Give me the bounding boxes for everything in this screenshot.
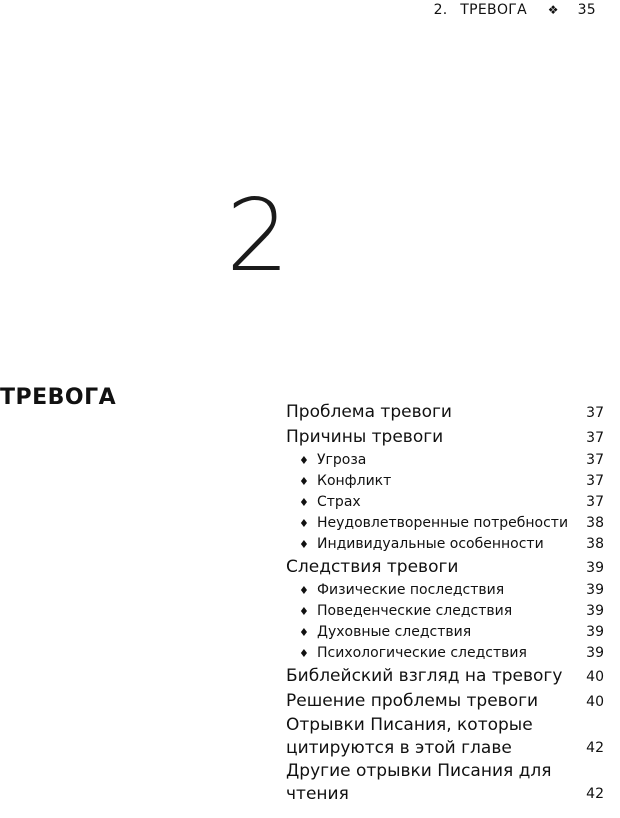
toc-page-number: 37 [586,430,604,446]
toc-label: Конфликт [317,473,392,489]
header-chapter-number: 2. [433,2,448,18]
diamond-bullet-icon: ♦ [299,454,309,467]
toc-page-number: 42 [586,786,604,802]
diamond-bullet-icon: ♦ [299,626,309,639]
toc-page-number: 39 [586,560,604,576]
diamond-bullet-icon: ♦ [299,647,309,660]
toc-section [286,689,604,714]
toc-page-number: 37 [586,405,604,421]
toc-page-number: 38 [586,536,604,552]
toc-subsection [286,580,604,601]
toc-section [286,760,604,806]
header-chapter-title: ТРЕВОГА [460,2,527,18]
toc-label: Отрывки Писания, которые цитируются в этой главе [286,715,533,758]
toc-subsection [286,471,604,492]
toc-page-number: 40 [586,669,604,685]
toc-section [286,425,604,450]
diamond-bullet-icon: ♦ [299,584,309,597]
toc-subsection [286,450,604,471]
toc-label: Следствия тревоги [286,557,459,577]
toc-label: Духовные следствия [317,624,472,640]
chapter-number: 2 [226,177,290,294]
toc-page-number: 38 [586,515,604,531]
toc-label: Индивидуальные особенности [317,536,544,552]
diamond-bullet-icon: ♦ [299,475,309,488]
toc-section [286,400,604,425]
toc-page-number: 39 [586,645,604,661]
toc-subsection [286,534,604,555]
toc-label: Другие отрывки Писания для чтения [286,761,552,804]
toc-label: Психологические следствия [317,645,527,661]
toc-page-number: 37 [586,494,604,510]
toc-label: Решение проблемы тревоги [286,691,539,711]
running-header [434,2,596,18]
toc-subsection [286,492,604,513]
toc-subsection [286,643,604,664]
toc-page-number: 37 [586,473,604,489]
toc-label: Страх [317,494,361,510]
toc-page-number: 42 [586,740,604,756]
toc-subsection [286,513,604,534]
diamond-bullet-icon: ♦ [299,496,309,509]
toc-page-number: 37 [586,452,604,468]
chapter-title: ТРЕВОГА [0,385,117,410]
diamond-ornament-icon: ❖ [547,3,559,17]
toc-label: Неудовлетворенные потребности [317,515,569,531]
toc-label: Поведенческие следствия [317,603,513,619]
toc-subsection [286,622,604,643]
toc-label: Причины тревоги [286,427,444,447]
diamond-bullet-icon: ♦ [299,605,309,618]
toc-label: Библейский взгляд на тревогу [286,666,563,686]
diamond-bullet-icon: ♦ [299,538,309,551]
toc-label: Физические последствия [317,582,505,598]
toc-section [286,714,604,760]
toc-page-number: 39 [586,624,604,640]
table-of-contents [286,400,604,806]
toc-section [286,664,604,689]
toc-page-number: 39 [586,582,604,598]
toc-section [286,555,604,580]
toc-page-number: 39 [586,603,604,619]
toc-page-number: 40 [586,694,604,710]
toc-label: Угроза [317,452,367,468]
page-number: 35 [577,2,596,18]
toc-subsection [286,601,604,622]
toc-label: Проблема тревоги [286,402,452,422]
diamond-bullet-icon: ♦ [299,517,309,530]
